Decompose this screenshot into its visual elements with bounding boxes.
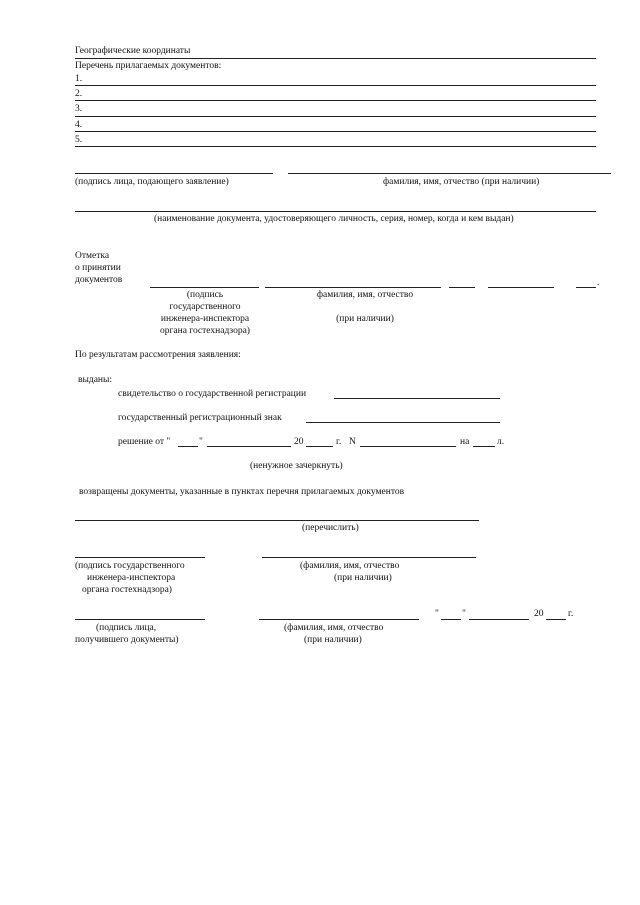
receiver-name-line	[259, 619, 419, 620]
acceptance-name-line	[265, 287, 441, 288]
returned-docs-label: возвращены документы, указанные в пунктах перечня прилагаемых документов	[79, 487, 405, 497]
receiver-date-day-line	[441, 619, 461, 620]
list-line-1	[75, 85, 596, 86]
inspector-signature-caption-1: (подпись государственного	[75, 561, 185, 571]
list-item-5: 5.	[75, 135, 83, 145]
acceptance-mark-line2: о принятии	[75, 263, 121, 273]
acceptance-signature-line	[150, 287, 259, 288]
inspector-name-caption-2: (при наличии)	[334, 573, 392, 583]
receiver-date-month-line	[469, 619, 529, 620]
decision-month-line	[207, 446, 291, 447]
issued-label: выданы:	[78, 375, 113, 385]
decision-number-line	[360, 446, 456, 447]
applicant-signature-line	[75, 173, 273, 174]
receiver-date-year-line	[546, 619, 566, 620]
results-title: По результатам рассмотрения заявления:	[75, 350, 241, 360]
acceptance-signature-caption-1: (подпись	[186, 290, 224, 300]
acceptance-signature-caption-3: инженера-инспектора	[160, 314, 250, 324]
acceptance-mark-line3: документов	[75, 275, 123, 285]
acceptance-signature-caption-4: органа гостехнадзора)	[160, 326, 250, 336]
receiver-date-year-suffix: г.	[568, 609, 574, 619]
receiver-date-quote-open: "	[435, 609, 439, 619]
list-line-4	[75, 131, 596, 132]
registration-sign-label: государственный регистрационный знак	[118, 413, 282, 423]
decision-year-prefix: 20	[294, 437, 304, 447]
receiver-date-year-prefix: 20	[534, 609, 544, 619]
inspector-signature-caption-2: инженера-инспектора	[87, 573, 176, 583]
inspector-name-caption-1: (фамилия, имя, отчество	[300, 561, 400, 571]
acceptance-date-line-3	[576, 287, 596, 288]
decision-pages-suffix: л.	[497, 437, 505, 447]
attached-list-title: Перечень прилагаемых документов:	[75, 61, 222, 71]
list-item-4: 4.	[75, 120, 83, 130]
decision-prefix: решение от "	[118, 437, 171, 447]
list-item-1: 1.	[75, 74, 83, 84]
acceptance-mark-line1: Отметка	[75, 251, 110, 261]
acceptance-signature-caption-2: государственного	[169, 302, 241, 312]
acceptance-period: .	[597, 278, 600, 288]
strike-note: (ненужное зачеркнуть)	[250, 461, 343, 471]
applicant-name-caption: фамилия, имя, отчество (при наличии)	[383, 177, 540, 187]
enumerate-caption: (перечислить)	[302, 523, 359, 533]
list-line-5	[75, 146, 596, 147]
acceptance-date-line-2	[488, 287, 554, 288]
acceptance-name-caption-2: (при наличии)	[336, 314, 394, 324]
inspector-signature-caption-3: органа гостехнадзора)	[82, 585, 172, 595]
registration-certificate-label: свидетельство о государственной регистрации	[118, 389, 307, 399]
receiver-signature-line	[75, 619, 205, 620]
decision-pages-prefix: на	[460, 437, 470, 447]
applicant-signature-caption: (подпись лица, подающего заявление)	[75, 177, 229, 187]
registration-certificate-line	[334, 398, 500, 399]
geo-coordinates-line	[75, 58, 596, 59]
receiver-name-caption-2: (при наличии)	[304, 635, 362, 645]
decision-year-suffix: г.	[336, 437, 342, 447]
returned-docs-line	[75, 520, 479, 521]
geo-coordinates-label: Географические координаты	[75, 46, 191, 56]
inspector-name-line	[262, 557, 476, 558]
decision-year-line	[306, 446, 333, 447]
id-document-line	[75, 211, 596, 212]
receiver-name-caption-1: (фамилия, имя, отчество	[284, 623, 384, 633]
list-item-2: 2.	[75, 89, 83, 99]
receiver-signature-caption-1: (подпись лица,	[96, 623, 157, 633]
list-line-2	[75, 100, 596, 101]
applicant-name-line	[288, 173, 611, 174]
id-document-caption: (наименование документа, удостоверяющего личность, серия, номер, когда и кем выдан)	[154, 214, 514, 224]
receiver-date-quote-close: "	[462, 609, 466, 619]
list-line-3	[75, 116, 596, 117]
acceptance-date-line-1	[449, 287, 475, 288]
decision-quote-close: "	[199, 437, 203, 447]
decision-number-prefix: N	[349, 437, 356, 447]
registration-sign-line	[306, 422, 500, 423]
decision-pages-line	[473, 446, 495, 447]
acceptance-name-caption-1: фамилия, имя, отчество	[316, 290, 414, 300]
decision-day-line	[178, 446, 198, 447]
inspector-signature-line	[75, 557, 205, 558]
receiver-signature-caption-2: получившего документы)	[75, 635, 179, 645]
list-item-3: 3.	[75, 104, 83, 114]
